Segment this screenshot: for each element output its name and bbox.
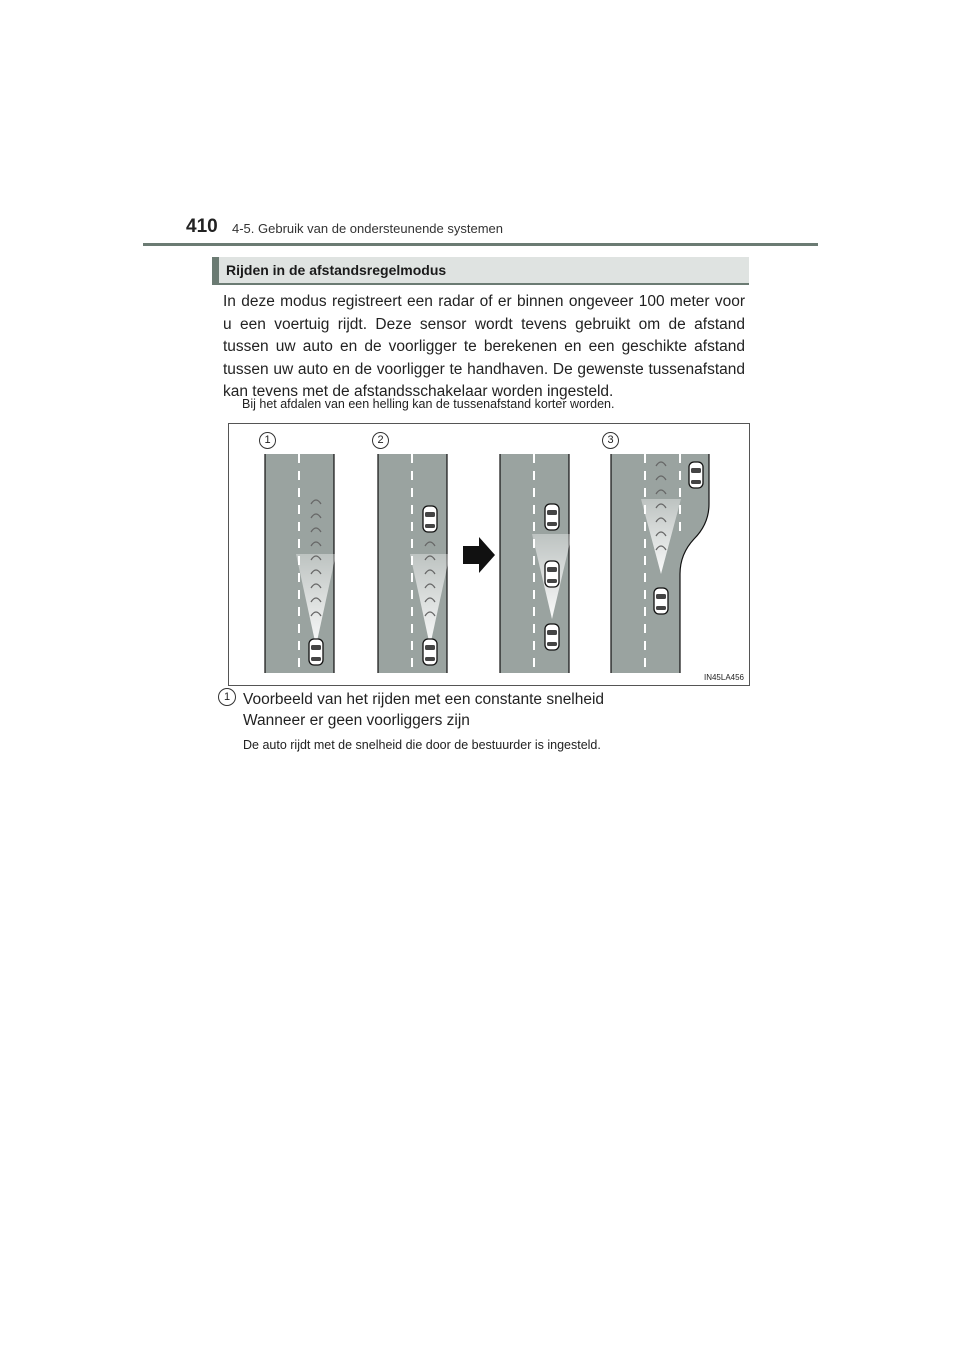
figure-code: IN45LA456	[703, 673, 744, 682]
own-car-2	[423, 639, 437, 665]
item-title: Voorbeeld van het rijden met een constante snelheid	[243, 691, 605, 708]
page-number: 410	[186, 216, 218, 237]
transition-arrow	[463, 537, 495, 573]
preceding-car-2	[423, 506, 437, 532]
section-accent	[212, 257, 219, 285]
merging-car-3	[689, 462, 703, 488]
following-car-2b	[545, 624, 559, 650]
figure-badge-2: 2	[372, 432, 389, 449]
road-illustration	[229, 424, 749, 685]
figure-badge-1: 1	[259, 432, 276, 449]
item-note: De auto rijdt met de snelheid die door de bestuurder is ingesteld.	[243, 738, 601, 752]
header-divider	[143, 243, 818, 246]
own-car-2b	[545, 561, 559, 587]
own-car-1	[309, 639, 323, 665]
chapter-title: 4-5. Gebruik van de ondersteunende systemen	[232, 221, 504, 236]
item-number-badge: 1	[218, 688, 236, 706]
body-note: Bij het afdalen van een helling kan de tussenafstand korter worden.	[242, 397, 615, 411]
figure-badge-3: 3	[602, 432, 619, 449]
body-paragraph: In deze modus registreert een radar of er binnen ongeveer 100 meter voor u een voertuig rijdt. Deze sensor wordt tevens gebruikt om de afstand tussen uw auto en de voorligger te berekenen en een geschikte afstand tussen uw auto en de voorligger te handhaven. De gewenste tussenafstand kan tevens met de afstandsschakelaar worden ingesteld.	[223, 293, 745, 400]
section-title: Rijden in de afstandsregelmodus	[226, 262, 447, 278]
section-heading	[212, 257, 749, 285]
illustration-figure	[228, 423, 750, 686]
preceding-car-2b	[545, 504, 559, 530]
item-subtitle: Wanneer er geen voorliggers zijn	[243, 712, 470, 729]
own-car-3	[654, 588, 668, 614]
